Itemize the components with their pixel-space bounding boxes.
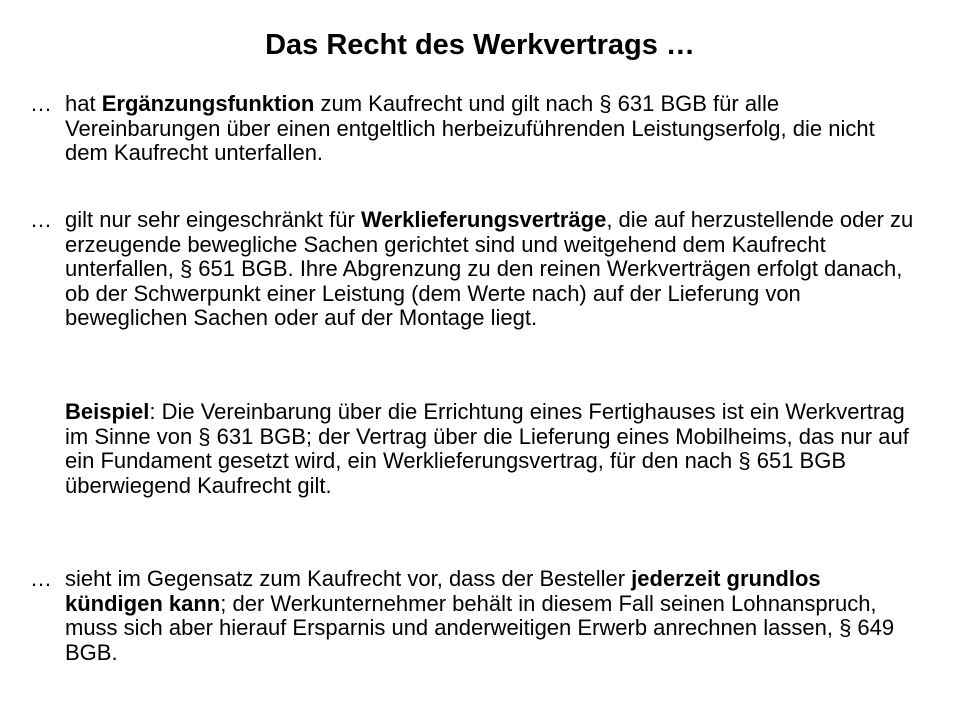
text-run: zum Kaufrecht und gilt nach § 631 BGB für alle Vereinbarungen über einen entgeltlich herbeizuführenden Leistungserfolg, die nicht dem Kaufrecht unterfallen. [65,91,875,165]
text-run: : Die Vereinbarung über die Errichtung eines Fertighauses ist ein Werkvertrag im Sinne von § 631 BGB; der Vertrag über die Lieferung eines Mobilheims, das nur auf ein Fundament gesetzt wird, ein Werklieferungsvertrag, für den nach § 651 BGB überwiegend Kaufrecht gilt. [65,399,909,498]
bullet-marker: … [30,566,52,591]
text-run: hat [65,91,102,116]
bullet-marker: … [30,91,52,116]
paragraph-text [65,400,920,498]
text-run: , die auf herzustellende oder zu erzeugende bewegliche Sachen gerichtet sind und weitgehend dem Kaufrecht unterfallen, § 651 BGB. Ihre Abgrenzung zu den reinen Werkverträgen erfolgt danach, ob der Schwerpunkt einer Leistung (dem Werte nach) auf der Lieferung von beweglichen Sachen oder auf der Montage liegt. [65,207,914,330]
paragraph-kuendigung [30,567,920,665]
slide-title: Das Recht des Werkvertrags … [265,29,695,61]
paragraph-text [65,92,920,166]
paragraph-text [65,567,920,665]
text-run: ; der Werkunternehmer behält in diesem Fall seinen Lohnanspruch, muss sich aber hierauf Ersparnis und anderweitigen Erwerb anrechnen lassen, § 649 BGB. [65,590,895,665]
bold-term: jederzeit grundlos kündigen kann [65,566,821,616]
paragraph-text [65,208,920,331]
text-run: sieht im Gegensatz zum Kaufrecht vor, dass der Besteller [65,566,632,591]
bullet-marker: … [30,207,52,232]
bold-term: Werklieferungsverträge [360,207,607,232]
bold-term: Ergänzungsfunktion [101,91,315,116]
paragraph-ergaenzungsfunktion [30,92,920,166]
text-run: gilt nur sehr eingeschränkt für [65,207,361,232]
bold-term: Beispiel [65,399,150,424]
paragraph-werklieferungsvertraege [30,208,920,331]
paragraph-beispiel [30,400,920,498]
